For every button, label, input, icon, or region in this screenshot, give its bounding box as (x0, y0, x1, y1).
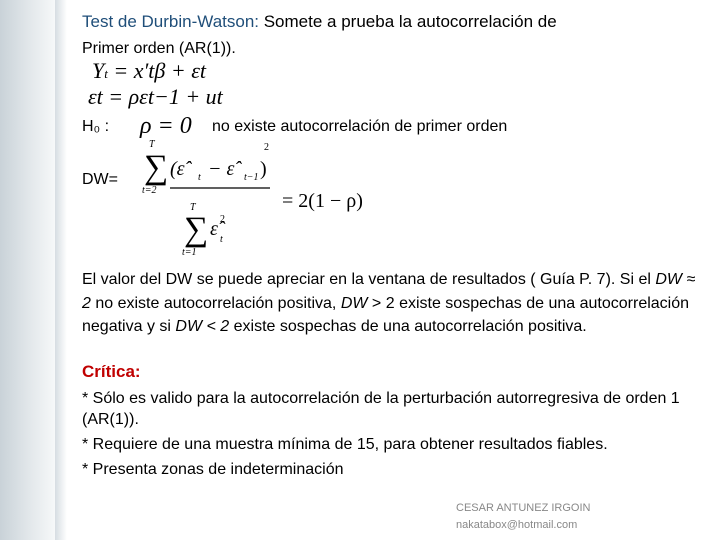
hypothesis-equation: ρ = 0 (140, 113, 192, 139)
svg-text:− ε̂: − ε̂ (208, 158, 235, 180)
sum-upper-limit-num: T (149, 139, 155, 150)
sum-lower-limit-den: t=1 (182, 247, 197, 258)
hypothesis-text: no existe autocorrelación de primer orden (212, 118, 508, 135)
critica-item: * Presenta zonas de indeterminación (82, 461, 344, 478)
hypothesis-label: H₀ : (82, 118, 110, 135)
decorative-side-edge (55, 0, 67, 540)
critica-list (82, 388, 707, 484)
dw-formula (140, 130, 400, 260)
svg-text:2: 2 (220, 214, 225, 225)
equation-2: εt = ρεt−1 + ut (88, 84, 223, 109)
equation-1: Yt = x′tβ + εt (92, 58, 206, 83)
svg-text:2: 2 (264, 142, 269, 153)
svg-text:): ) (260, 158, 267, 180)
sum-sign-num: ∑ (144, 149, 169, 186)
footer-author: CESAR ANTUNEZ IRGOIN (456, 502, 591, 514)
svg-text:t: t (220, 234, 223, 245)
svg-text:t−1: t−1 (244, 172, 259, 183)
denominator-expr: ε̂ (210, 218, 218, 240)
decorative-side-bar (0, 0, 55, 540)
slide-title (82, 12, 557, 32)
title-line-2: Primer orden (AR(1)). (82, 40, 236, 57)
sum-upper-limit-den: T (190, 202, 196, 213)
explanation-paragraph: El valor del DW se puede apreciar en la ventana de resultados ( Guía P. 7). Si el DW ≈ 2 no existe autocorrelación positiva, DW > 2 existe sospechas de una autocorrelación negativa y si DW < 2 existe sospechas de una autocorrelación positiva. (82, 271, 696, 335)
dw-result: = 2(1 − ρ) (282, 190, 363, 212)
numerator-expr: (ε̂ (170, 158, 185, 180)
sum-sign-den: ∑ (184, 211, 209, 248)
title-accent: Test de Durbin-Watson: (82, 12, 259, 31)
critica-item: * Requiere de una muestra mínima de 15, para obtener resultados fiables. (82, 436, 608, 453)
title-rest: Somete a prueba la autocorrelación de (259, 12, 557, 31)
footer-credit (456, 500, 590, 534)
footer-email: nakatabox@hotmail.com (456, 519, 578, 531)
dw-label: DW= (82, 171, 118, 188)
sum-lower-limit-num: t=2 (142, 185, 157, 196)
critica-item: * Sólo es valido para la autocorrelación de la perturbación autorregresiva de orden 1 (AR(1)). (82, 390, 680, 428)
critica-heading: Crítica: (82, 362, 141, 381)
svg-text:t: t (198, 172, 201, 183)
